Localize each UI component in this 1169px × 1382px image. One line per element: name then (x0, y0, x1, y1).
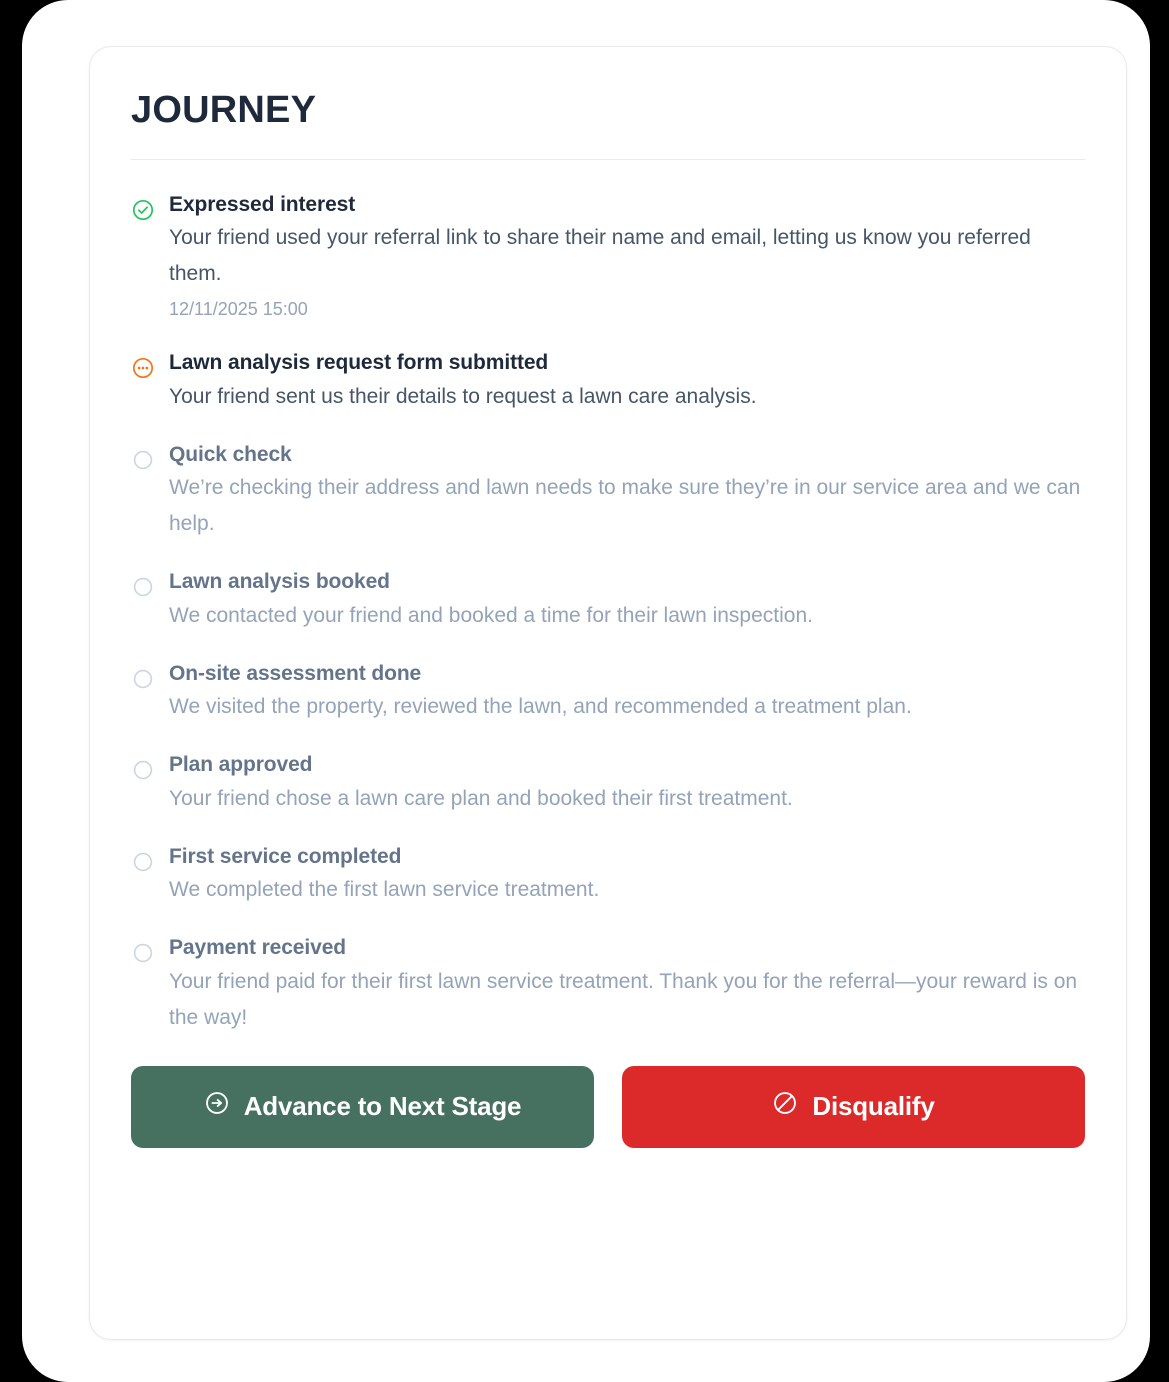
empty-circle-icon (131, 667, 155, 691)
advance-to-next-stage-label: Advance to Next Stage (243, 1091, 522, 1122)
journey-step-title: On-site assessment done (169, 661, 422, 685)
journey-step-body (169, 750, 1085, 816)
journey-step (131, 348, 1085, 414)
prohibited-icon (772, 1090, 798, 1123)
journey-step-body (169, 348, 1085, 414)
journey-step (131, 190, 1085, 324)
empty-circle-icon (131, 758, 155, 782)
journey-step-title: Plan approved (169, 753, 313, 777)
journey-step-body (169, 440, 1085, 543)
empty-circle-icon (131, 850, 155, 874)
journey-step-description: Your friend chose a lawn care plan and booked their first treatment. (169, 786, 793, 810)
journey-step (131, 842, 1085, 908)
check-circle-icon (131, 198, 155, 222)
journey-step-description: We completed the first lawn service treatment. (169, 878, 600, 902)
empty-circle-icon (131, 575, 155, 599)
journey-step-description: We contacted your friend and booked a time for their lawn inspection. (169, 603, 813, 627)
journey-step-description: Your friend paid for their first lawn service treatment. Thank you for the referral—your reward is on the way! (169, 969, 1078, 1029)
journey-step (131, 933, 1085, 1036)
disqualify-button[interactable] (622, 1066, 1085, 1148)
journey-step-title: Quick check (169, 442, 292, 466)
action-button-row (90, 1036, 1126, 1148)
journey-step (131, 659, 1085, 725)
journey-step (131, 440, 1085, 543)
journey-step-body (169, 567, 1085, 633)
journey-step-title: Lawn analysis request form submitted (169, 351, 549, 375)
journey-step (131, 567, 1085, 633)
journey-card (89, 46, 1127, 1340)
journey-step-body (169, 659, 1085, 725)
journey-step-title: First service completed (169, 844, 402, 868)
journey-step-description: We’re checking their address and lawn needs to make sure they’re in our service area and we can help. (169, 476, 1081, 536)
arrow-right-circle-icon (204, 1090, 230, 1123)
journey-step-description: Your friend used your referral link to share their name and email, letting us know you referred them. (169, 226, 1031, 286)
empty-circle-icon (131, 941, 155, 965)
journey-step-title: Payment received (169, 936, 347, 960)
page-title: JOURNEY (131, 89, 317, 131)
journey-card-content (90, 47, 1126, 1036)
ellipsis-circle-icon (131, 356, 155, 380)
journey-step-body (169, 842, 1085, 908)
empty-circle-icon (131, 448, 155, 472)
journey-step-description: We visited the property, reviewed the lawn, and recommended a treatment plan. (169, 695, 912, 719)
journey-step-title: Expressed interest (169, 192, 356, 216)
journey-step-timestamp: 12/11/2025 15:00 (169, 299, 308, 320)
advance-to-next-stage-button[interactable] (131, 1066, 594, 1148)
journey-step (131, 750, 1085, 816)
page-surface (22, 0, 1150, 1382)
journey-step-body (169, 933, 1085, 1036)
disqualify-label: Disqualify (812, 1091, 935, 1122)
journey-step-title: Lawn analysis booked (169, 570, 390, 594)
journey-step-list (131, 160, 1085, 1036)
journey-step-body (169, 190, 1085, 324)
journey-step-description: Your friend sent us their details to request a lawn care analysis. (169, 384, 757, 408)
